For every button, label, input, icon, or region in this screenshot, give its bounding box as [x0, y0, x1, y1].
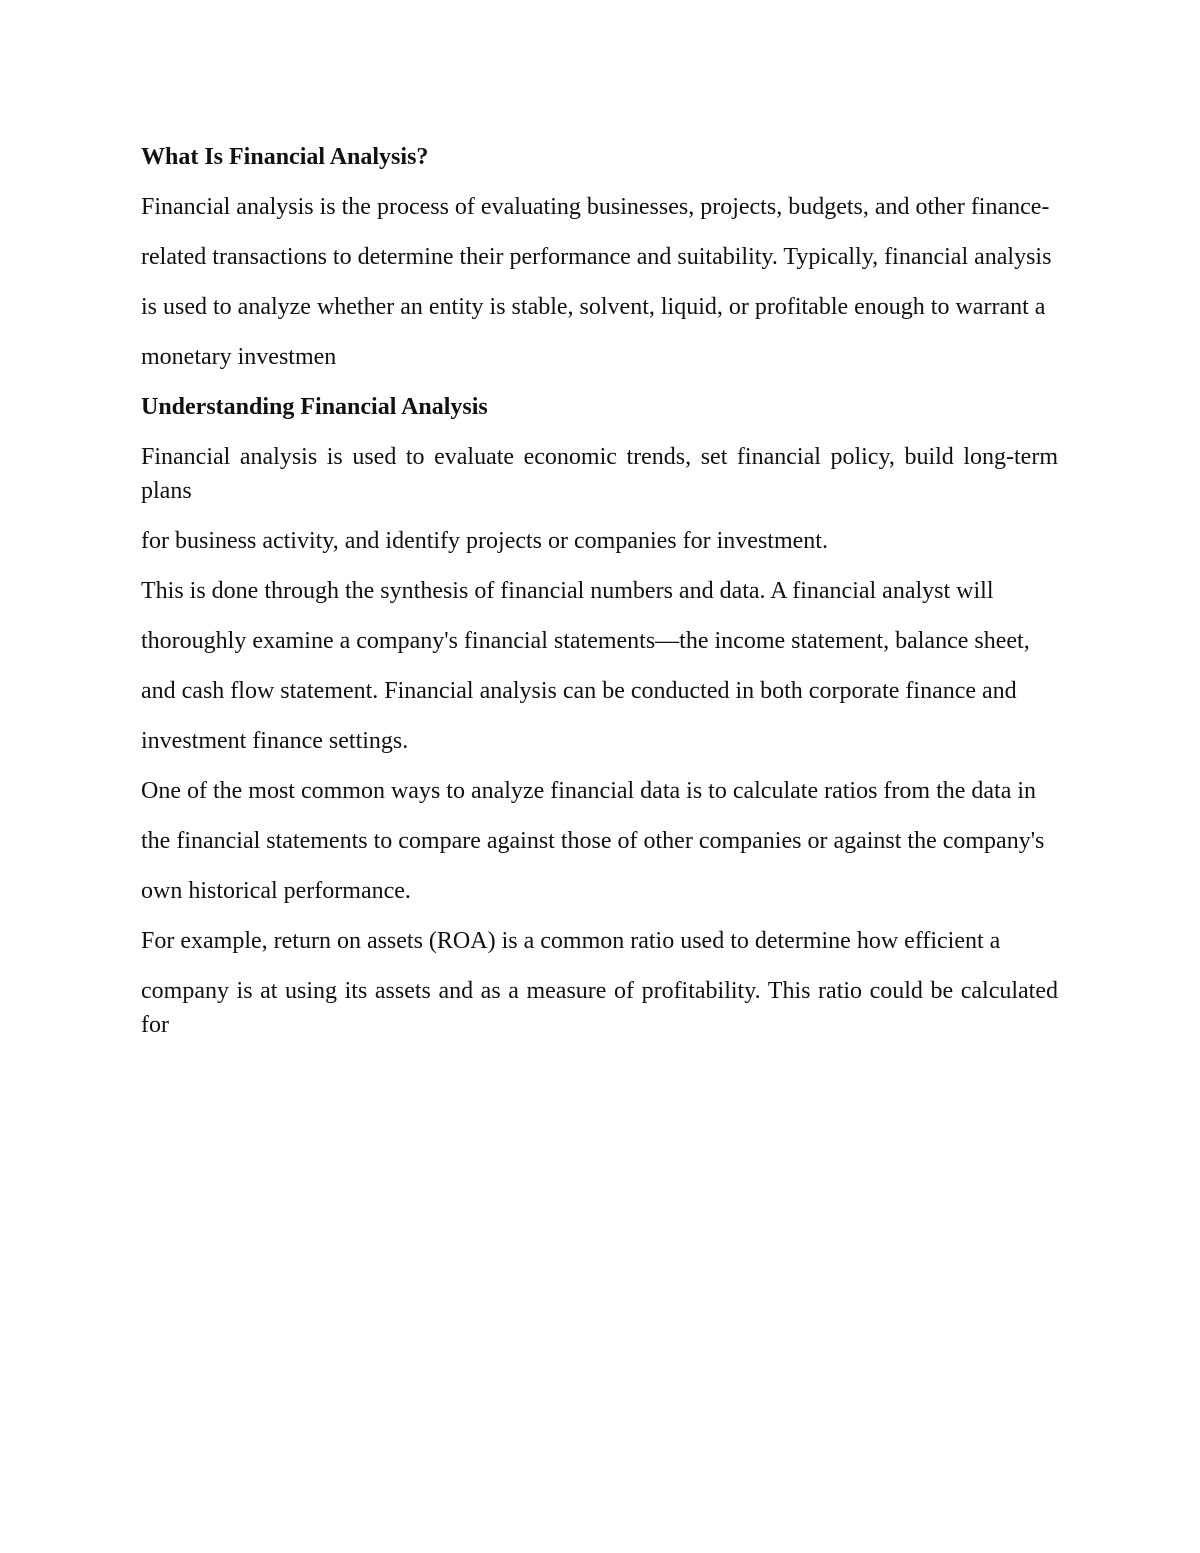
- paragraph: This is done through the synthesis of financial numbers and data. A financial analyst will: [141, 578, 994, 604]
- heading-what-is-financial-analysis: What Is Financial Analysis?: [141, 144, 429, 170]
- paragraph: thoroughly examine a company's financial statements—the income statement, balance sheet,: [141, 628, 1030, 654]
- paragraph: monetary investmen: [141, 344, 337, 370]
- document-body: [141, 140, 1058, 1058]
- paragraph: own historical performance.: [141, 878, 411, 904]
- heading-understanding-financial-analysis: Understanding Financial Analysis: [141, 394, 488, 420]
- paragraph: For example, return on assets (ROA) is a common ratio used to determine how efficient a: [141, 928, 1001, 954]
- paragraph: and cash flow statement. Financial analysis can be conducted in both corporate finance and: [141, 678, 1017, 704]
- paragraph: Financial analysis is the process of evaluating businesses, projects, budgets, and other finance-: [141, 194, 1050, 220]
- paragraph: the financial statements to compare against those of other companies or against the company's: [141, 828, 1045, 854]
- paragraph: investment finance settings.: [141, 728, 409, 754]
- paragraph: Financial analysis is used to evaluate economic trends, set financial policy, build long-term plans: [141, 444, 1058, 504]
- paragraph: One of the most common ways to analyze financial data is to calculate ratios from the data in: [141, 778, 1037, 804]
- paragraph: company is at using its assets and as a measure of profitability. This ratio could be calculated for: [141, 978, 1058, 1038]
- paragraph: for business activity, and identify projects or companies for investment.: [141, 528, 828, 554]
- paragraph: related transactions to determine their performance and suitability. Typically, financial analysis: [141, 244, 1052, 270]
- paragraph: is used to analyze whether an entity is stable, solvent, liquid, or profitable enough to warrant a: [141, 294, 1046, 320]
